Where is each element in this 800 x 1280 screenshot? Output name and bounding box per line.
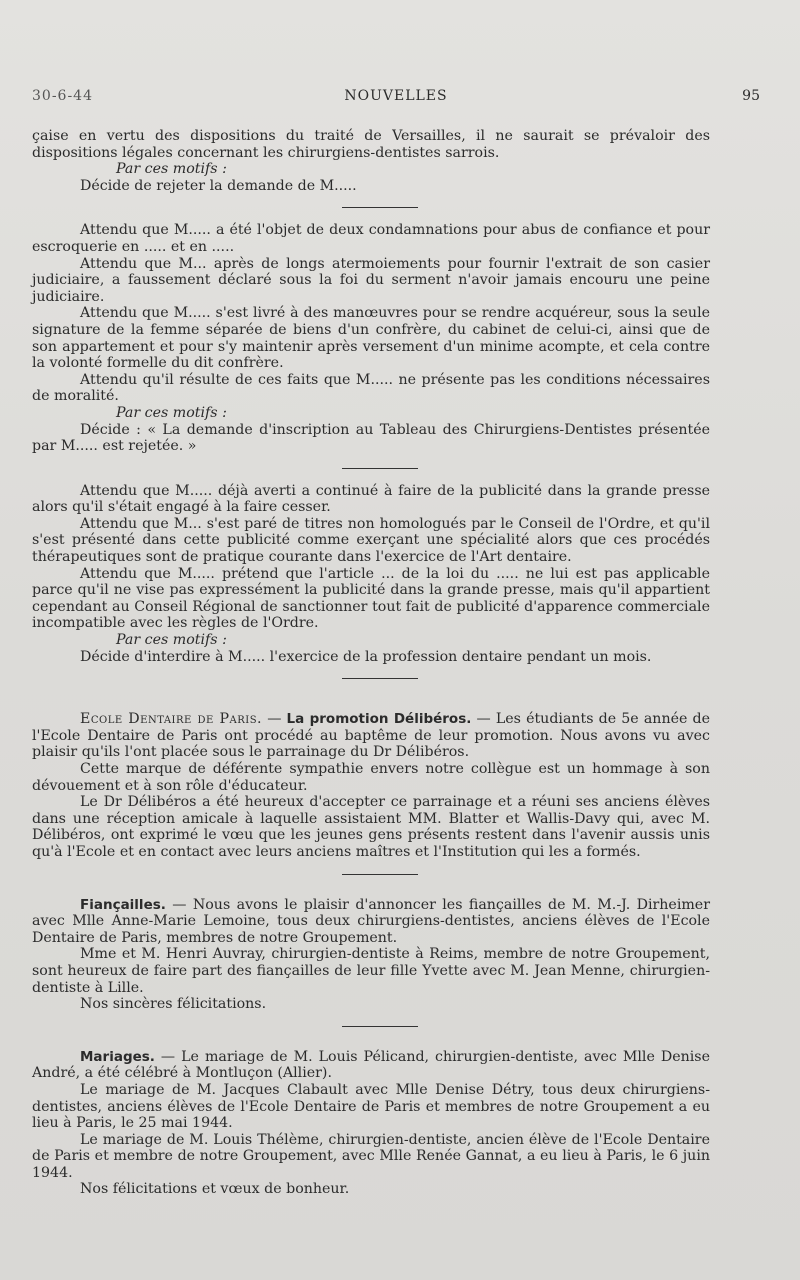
paragraph: Attendu que M..... s'est livré à des manœuvres pour se rendre acquéreur, sous la seule signature de la femme séparée de biens d'un confrère, du cabinet de celui-ci, ainsi que de son appartement et pour s'y maintenir après versement d'un minime acompte, et cela contre la volonté formelle du dit confrère.	[32, 305, 710, 372]
motifs-heading: Par ces motifs :	[116, 632, 227, 649]
paragraph: Le mariage de M. Louis Thélème, chirurgien-dentiste, ancien élève de l'Ecole Dentaire de Paris et membre de notre Groupement, avec Mlle Renée Gannat, a eu lieu à Paris, le 6 juin 1944.	[32, 1131, 710, 1181]
paragraph: çaise en vertu des dispositions du traité de Versailles, il ne saurait se prévaloir des dispositions légales concernant les chirurgiens-dentistes sarrois.	[32, 128, 710, 161]
paragraph: Attendu qu'il résulte de ces faits que M..... ne présente pas les conditions nécessaires de moralité.	[32, 371, 710, 405]
ecole-paragraph: Ecole Dentaire de Paris. — La promotion Délibéros. — Les étudiants de 5e année de l'Ecole Dentaire de Paris ont procédé au baptême de leur promotion. Nous avons vu avec plaisir qu'ils l'ont placée sous le parrainage du Dr Délibéros.	[32, 711, 710, 761]
motifs-heading: Par ces motifs :	[116, 161, 227, 178]
paragraph: Attendu que M..... prétend que l'article ... de la loi du ..... ne lui est pas applicable parce qu'il ne vise pas expressément la publicité dans la grande presse, mais qu'il appartient cependant au Conseil Régional de sanctionner tout fait de publicité d'apparence commerciale incompatible avec les règles de l'Ordre.	[32, 565, 710, 632]
paragraph: Attendu que M..... déjà averti a continué à faire de la publicité dans la grande presse alors qu'il s'était engagé à la faire cesser.	[32, 482, 710, 516]
paragraph: Attendu que M... s'est paré de titres non homologués par le Conseil de l'Ordre, et qu'il s'est présenté dans cette publicité comme exerçant une spécialité alors que ces procédés thérapeutiques sont de pratique courante dans l'exercice de l'Art dentaire.	[32, 515, 710, 566]
mariages-paragraph: Mariages. — Le mariage de M. Louis Pélicand, chirurgien-dentiste, avec Mlle Denise André, a été célébré à Montluçon (Allier).	[32, 1048, 710, 1082]
decision: Décide : « La demande d'inscription au Tableau des Chirurgiens-Dentistes présentée par M..... est rejetée. »	[32, 421, 710, 455]
page-number: 95	[742, 88, 760, 104]
fiancailles-paragraph: Fiançailles. — Nous avons le plaisir d'annoncer les fiançailles de M. M.-J. Dirheimer avec Mlle Anne-Marie Lemoine, tous deux chirurgiens-dentistes, anciens élèves de l'Ecole Dentaire de Paris, membres de notre Groupement.	[32, 896, 710, 946]
paragraph: Nos félicitations et vœux de bonheur.	[80, 1181, 350, 1198]
paragraph: Attendu que M... après de longs atermoiements pour fournir l'extrait de son casier judiciaire, a faussement déclaré sous la foi du serment n'avoir jamais encouru une peine judiciaire.	[32, 255, 710, 305]
header-date: 30-6-44	[32, 88, 93, 104]
fiancailles-title: Fiançailles.	[80, 896, 166, 913]
paragraph: Mme et M. Henri Auvray, chirurgien-dentiste à Reims, membre de notre Groupement, sont heureux de faire part des fiançailles de leur fille Yvette avec M. Jean Menne, chirurgien-dentiste à Lille.	[32, 946, 710, 996]
decision: Décide d'interdire à M..... l'exercice de la profession dentaire pendant un mois.	[80, 648, 652, 665]
paragraph: Attendu que M..... a été l'objet de deux condamnations pour abus de confiance et pour escroquerie en ..... et en .....	[32, 222, 710, 255]
separator	[32, 1013, 710, 1041]
mariages-title: Mariages.	[80, 1048, 155, 1065]
header-title: NOUVELLES	[344, 88, 448, 104]
separator	[32, 455, 710, 483]
page-body	[32, 128, 710, 1198]
paragraph: Le Dr Délibéros a été heureux d'accepter ce parrainage et a réuni ses anciens élèves dans une réception amicale à laquelle assistaient MM. Blatter et Wallis-Davy qui, avec M. Délibéros, ont exprimé le vœu que les jeunes gens présents restent dans l'avenir aussis unis qu'à l'Ecole et en contact avec leurs anciens maîtres et l'Institution qui les a formés.	[32, 794, 710, 860]
separator	[32, 665, 710, 693]
ecole-title: La promotion Délibéros.	[286, 711, 472, 728]
page-header	[32, 88, 760, 108]
paragraph: Nos sincères félicitations.	[80, 996, 267, 1013]
paragraph: Le mariage de M. Jacques Clabault avec Mlle Denise Détry, tous deux chirurgiens-dentistes, anciens élèves de l'Ecole Dentaire de Paris et membres de notre Groupement a eu lieu à Paris, le 25 mai 1944.	[32, 1081, 710, 1132]
separator	[32, 194, 710, 222]
ecole-label: Ecole Dentaire de Paris.	[80, 711, 263, 728]
motifs-heading: Par ces motifs :	[116, 404, 227, 421]
decision: Décide de rejeter la demande de M.....	[80, 177, 357, 194]
paragraph: Cette marque de déférente sympathie envers notre collègue est un hommage à son dévouement et à son rôle d'éducateur.	[32, 761, 710, 794]
separator	[32, 861, 710, 889]
